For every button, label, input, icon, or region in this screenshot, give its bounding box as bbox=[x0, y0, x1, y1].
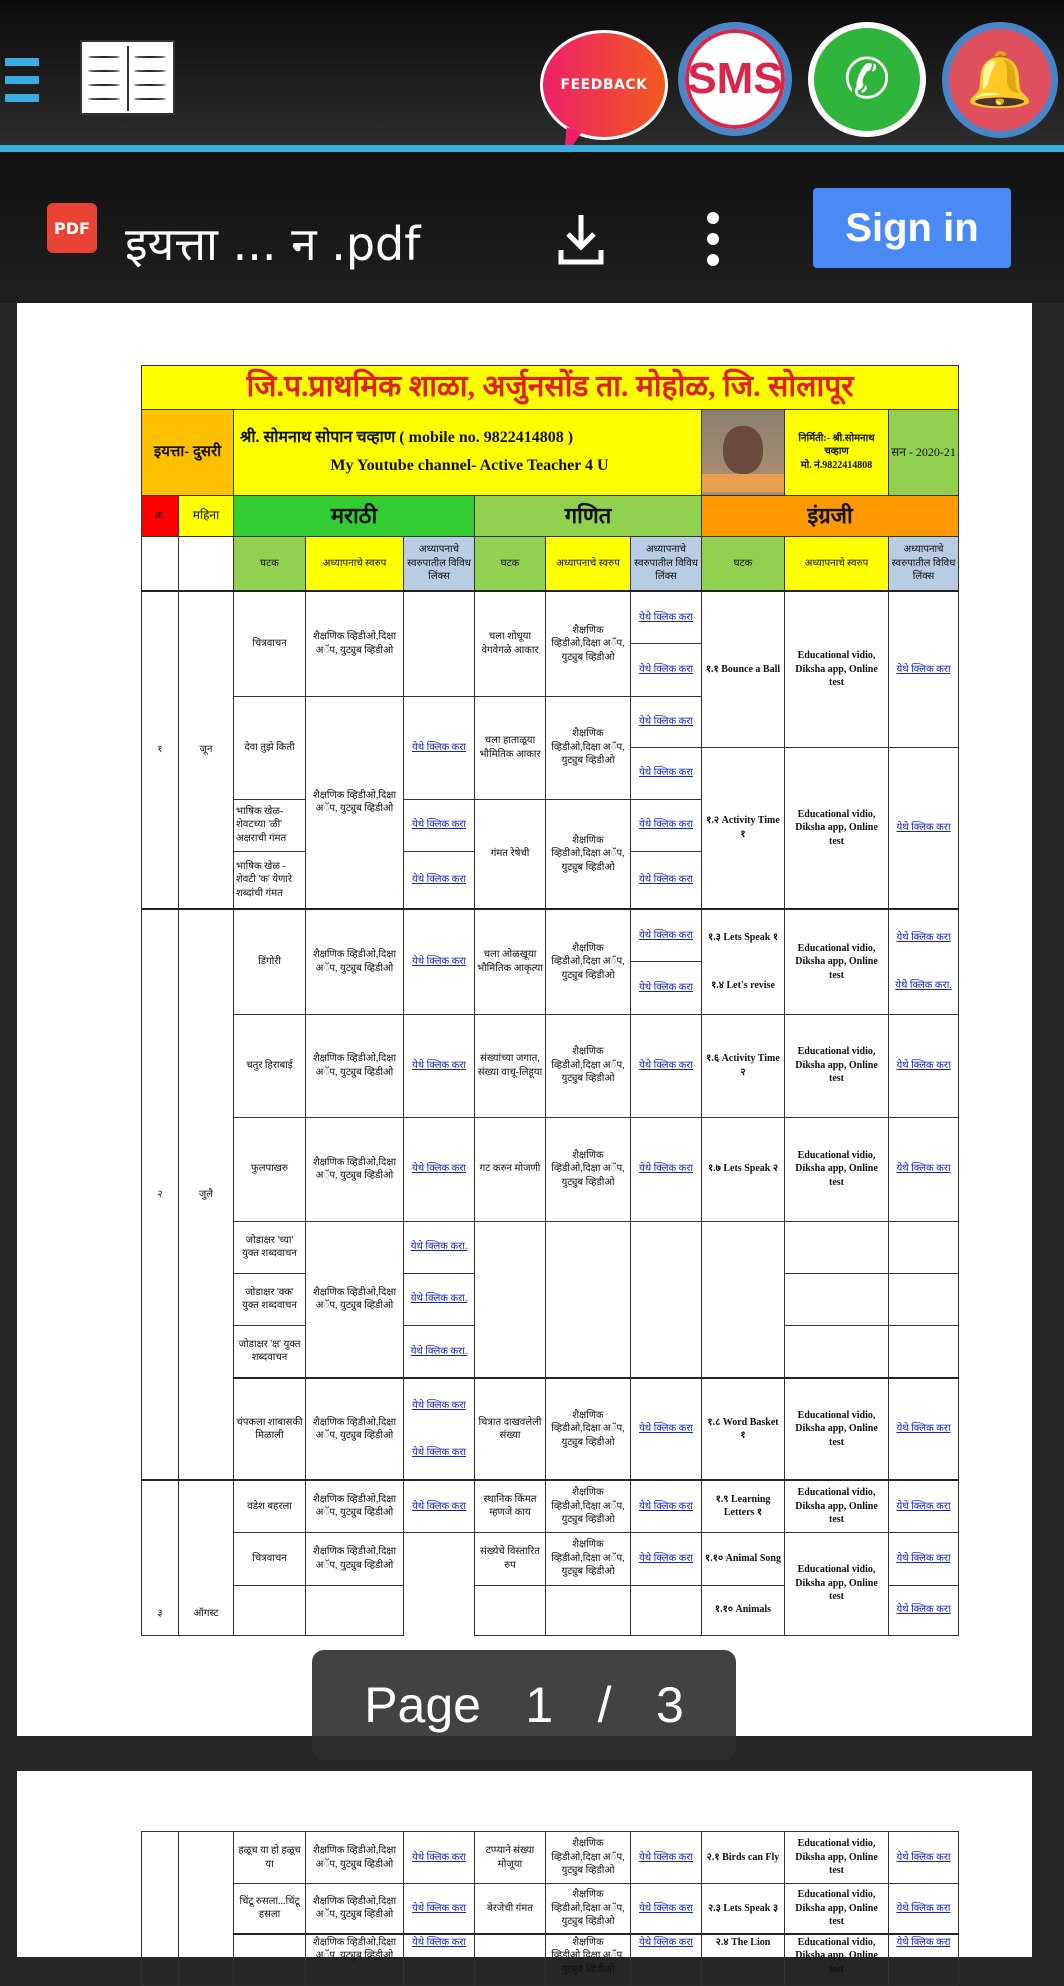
ganit-topic: संख्येचे विस्तारित रुप bbox=[475, 1532, 546, 1585]
col-format: अध्यापनाचे स्वरुप bbox=[546, 536, 631, 591]
english-format: Educational vidio, Diksha app, Online test bbox=[785, 1480, 889, 1532]
english-link[interactable]: येथे क्लिक करा bbox=[896, 1552, 951, 1564]
sr-cell: २ bbox=[142, 909, 179, 1480]
ganit-link[interactable]: येथे क्लिक करा bbox=[638, 981, 694, 993]
page-label: Page bbox=[364, 1677, 481, 1733]
sms-button[interactable] bbox=[678, 22, 792, 136]
marathi-link[interactable]: येथे क्लिक करा. bbox=[410, 1293, 468, 1305]
month-cell: ऑगस्ट bbox=[179, 1480, 234, 1635]
empty-cell bbox=[475, 1585, 546, 1635]
ganit-link[interactable]: येथे क्लिक करा bbox=[638, 1552, 694, 1564]
empty-cell bbox=[142, 536, 179, 591]
english-format: Educational vidio, Diksha app, Online test bbox=[785, 1532, 889, 1635]
ganit-link[interactable]: येथे क्लिक करा bbox=[638, 1936, 694, 1948]
current-page: 1 bbox=[525, 1677, 554, 1733]
ganit-format: शैक्षणिक व्हिडीओ,दिक्षा अॅप, युट्युब व्हिडीओ bbox=[546, 696, 631, 799]
academic-year: सन - 2020-21 bbox=[889, 409, 959, 495]
english-topic: २.४ The Lion bbox=[702, 1934, 785, 1986]
ganit-link[interactable]: येथे क्लिक करा bbox=[638, 1902, 694, 1914]
teacher-info bbox=[234, 409, 702, 495]
english-format: Educational vidio, Diksha app, Online test bbox=[785, 591, 889, 747]
total-pages: 3 bbox=[655, 1677, 684, 1733]
empty-cell bbox=[702, 1221, 785, 1378]
marathi-topic: हळूच या हो हळूच या bbox=[234, 1832, 306, 1884]
month-header: महिना bbox=[179, 495, 234, 536]
ganit-topic: संख्यांच्या जगात, संख्या वाचू-लिहूया bbox=[475, 1014, 546, 1117]
ganit-format: शैक्षणिक व्हिडीओ,दिक्षा अॅप, युट्युब व्हिडीओ bbox=[546, 1014, 631, 1117]
creator-name: निर्मिती:- श्री.सोमनाथ चव्हाण bbox=[798, 432, 875, 458]
subject-ganit: गणित bbox=[475, 495, 702, 536]
marathi-topic: जोडाक्षर 'च्या' युक्त शब्दवाचन bbox=[234, 1221, 306, 1273]
ganit-format: शैक्षणिक व्हिडीओ,दिक्षा अॅप, युट्युब व्हिडीओ bbox=[546, 1117, 631, 1221]
marathi-topic: चतुर हिराबाई bbox=[234, 1014, 306, 1117]
english-link[interactable]: येथे क्लिक करा bbox=[896, 1902, 951, 1914]
ganit-link[interactable]: येथे क्लिक करा bbox=[638, 611, 694, 623]
english-topic: १.७ Lets Speak २ bbox=[702, 1117, 785, 1221]
empty-cell bbox=[889, 1273, 959, 1325]
marathi-link[interactable]: येथे क्लिक करा bbox=[411, 1163, 467, 1175]
marathi-link[interactable]: येथे क्लिक करा bbox=[411, 1399, 467, 1411]
english-topic bbox=[702, 909, 785, 1014]
empty-cell bbox=[142, 1832, 179, 1986]
empty-cell bbox=[179, 536, 234, 591]
english-topic: १.६ Activity Time २ bbox=[702, 1014, 785, 1117]
syllabus-table bbox=[141, 365, 959, 1636]
empty-cell bbox=[306, 1585, 404, 1635]
whatsapp-icon[interactable]: ✆ bbox=[808, 22, 926, 137]
marathi-topic: जोडाक्षर 'क्क' युक्त शब्दवाचन bbox=[234, 1273, 306, 1325]
english-link[interactable]: येथे क्लिक करा bbox=[896, 663, 951, 675]
ganit-topic: चला शोधूया वेगवेगळे आकार bbox=[475, 591, 546, 696]
english-format: Educational vidio, Diksha app, Online test bbox=[785, 1934, 889, 1986]
marathi-topic: देवा तुझे किती bbox=[234, 696, 306, 799]
empty-cell bbox=[785, 1221, 889, 1273]
col-links: अध्यापनाचे स्वरुपातील विविध लिंक्स bbox=[889, 536, 959, 591]
file-name: इयत्ता ... न .pdf bbox=[125, 217, 421, 271]
ganit-link[interactable]: येथे क्लिक करा bbox=[638, 1851, 694, 1863]
pdf-file-icon bbox=[47, 203, 97, 253]
school-title: जि.प.प्राथमिक शाळा, अर्जुनसोंड ता. मोहोळ, जि. सोलापूर bbox=[142, 366, 959, 410]
ganit-topic: चला हाताळूया भौमितिक आकार bbox=[475, 696, 546, 799]
ganit-link[interactable]: येथे क्लिक करा bbox=[638, 1500, 694, 1512]
english-format: Educational vidio, Diksha app, Online test bbox=[785, 1832, 889, 1884]
ganit-format: शैक्षणिक व्हिडीओ,दिक्षा अॅप, युट्युब व्हिडीओ bbox=[546, 799, 631, 909]
marathi-format: शैक्षणिक व्हिडीओ,दिक्षा अॅप, युट्युब व्हिडीओ bbox=[306, 1117, 404, 1221]
marathi-format: शैक्षणिक व्हिडीओ,दिक्षा अॅप, युट्युब व्हिडीओ bbox=[306, 1378, 404, 1480]
ganit-format: शैक्षणिक व्हिडीओ,दिक्षा अॅप, युट्युब व्हिडीओ bbox=[546, 1532, 631, 1585]
syllabus-table-continued bbox=[141, 1831, 959, 1986]
col-format: अध्यापनाचे स्वरुप bbox=[785, 536, 889, 591]
empty-cell bbox=[475, 1221, 546, 1378]
bell-icon[interactable]: 🔔 bbox=[942, 22, 1058, 138]
ganit-topic: चित्रात दाखवलेली संख्या bbox=[475, 1378, 546, 1480]
feedback-label: FEEDBACK bbox=[560, 77, 648, 93]
marathi-topic: वडेश बहरला bbox=[234, 1480, 306, 1532]
ganit-link[interactable]: येथे क्लिक करा bbox=[638, 874, 694, 885]
marathi-format: शैक्षणिक व्हिडीओ,दिक्षा अॅप, युट्युब व्हिडीओ bbox=[306, 696, 404, 909]
ganit-link[interactable]: येथे क्लिक करा bbox=[638, 1059, 694, 1071]
empty-cell bbox=[404, 591, 475, 696]
teacher-photo bbox=[702, 409, 785, 495]
sms-label: SMS bbox=[687, 54, 783, 103]
marathi-format: शैक्षणिक व्हिडीओ,दिक्षा अॅप, युट्युब व्हिडीओ bbox=[306, 591, 404, 696]
english-topic: १.९ Learning Letters १ bbox=[702, 1480, 785, 1532]
ganit-link[interactable]: येथे क्लिक करा bbox=[638, 819, 694, 831]
marathi-topic: भाषिक खेळ - शेवटी 'क' येणारे शब्दांची गंमत bbox=[234, 851, 306, 909]
english-topic: १.१० Animals bbox=[702, 1585, 785, 1635]
download-icon[interactable] bbox=[556, 212, 606, 267]
youtube-channel: My Youtube channel- Active Teacher 4 U bbox=[330, 457, 609, 474]
month-cell: जून bbox=[179, 591, 234, 909]
empty-cell bbox=[631, 1221, 702, 1378]
marathi-link[interactable]: येथे क्लिक करा. bbox=[410, 1241, 468, 1253]
subject-marathi: मराठी bbox=[234, 495, 475, 536]
marathi-topic: डिंगोरी bbox=[234, 909, 306, 1014]
empty-cell bbox=[889, 1325, 959, 1378]
ganit-topic: स्थानिक किंमत म्हणजे काय bbox=[475, 1480, 546, 1532]
ganit-topic: टप्प्याने संख्या मोजूया bbox=[475, 1832, 546, 1884]
book-logo-icon bbox=[80, 40, 175, 115]
empty-cell bbox=[475, 1934, 546, 1986]
english-link[interactable]: येथे क्लिक करा bbox=[896, 932, 951, 944]
marathi-topic: चित्रवाचन bbox=[234, 1532, 306, 1585]
empty-cell bbox=[785, 1273, 889, 1325]
marathi-link[interactable]: येथे क्लिक करा bbox=[411, 1500, 467, 1512]
empty-cell bbox=[234, 1585, 306, 1635]
marathi-link[interactable]: येथे क्लिक करा bbox=[411, 1851, 467, 1863]
sign-in-button[interactable]: Sign in bbox=[813, 188, 1011, 268]
col-format: अध्यापनाचे स्वरुप bbox=[306, 536, 404, 591]
app-bar bbox=[0, 0, 1064, 145]
marathi-topic: जोडाक्षर 'क्ष' युक्त शब्दवाचन bbox=[234, 1325, 306, 1378]
english-topic: १.१ Bounce a Ball bbox=[702, 591, 785, 747]
marathi-topic: चंपकला शाबासकी मिळाली bbox=[234, 1378, 306, 1480]
sr-header: क्र. bbox=[142, 495, 179, 536]
empty-cell bbox=[546, 1585, 631, 1635]
empty-cell bbox=[234, 1934, 306, 1986]
marathi-format: शैक्षणिक व्हिडीओ,दिक्षा अॅप, युट्युब व्हिडीओ bbox=[306, 1532, 404, 1585]
page-indicator bbox=[312, 1650, 736, 1760]
english-topic: २.३ Lets Speak ३ bbox=[702, 1884, 785, 1934]
ganit-topic: बेरजेची गंमत bbox=[475, 1884, 546, 1934]
menu-icon[interactable] bbox=[5, 58, 39, 112]
marathi-link[interactable]: येथे क्लिक करा bbox=[411, 741, 467, 753]
empty-cell bbox=[785, 1325, 889, 1378]
empty-cell bbox=[404, 1532, 475, 1635]
marathi-link[interactable]: येथे क्लिक करा bbox=[411, 1936, 467, 1948]
ganit-link[interactable]: येथे क्लिक करा bbox=[638, 663, 694, 675]
english-format: Educational vidio, Diksha app, Online test bbox=[785, 1117, 889, 1221]
ganit-link[interactable]: येथे क्लिक करा bbox=[638, 767, 694, 779]
marathi-format: शैक्षणिक व्हिडीओ,दिक्षा अॅप, युट्युब व्हिडीओ bbox=[306, 1221, 404, 1378]
pdf-page-1 bbox=[17, 303, 1032, 1736]
english-link[interactable]: येथे क्लिक करा bbox=[896, 1604, 951, 1616]
english-link[interactable]: येथे क्लिक करा bbox=[896, 822, 951, 833]
ganit-link[interactable]: येथे क्लिक करा bbox=[638, 715, 694, 727]
more-options-icon[interactable] bbox=[700, 212, 726, 267]
page-separator: / bbox=[597, 1677, 612, 1733]
creator-phone: मो. नं.9822414808 bbox=[800, 459, 873, 471]
marathi-topic: चिंटू रुसला...चिंटू हसला bbox=[234, 1884, 306, 1934]
ganit-format: शैक्षणिक व्हिडीओ,दिक्षा अॅप, युट्युब व्हिडीओ bbox=[546, 591, 631, 696]
ganit-topic: गंमत रेषेची bbox=[475, 799, 546, 909]
english-format: Educational vidio, Diksha app, Online test bbox=[785, 1884, 889, 1934]
ganit-link[interactable]: येथे क्लिक करा bbox=[638, 929, 694, 941]
english-topic: १.२ Activity Time १ bbox=[702, 747, 785, 909]
creator-info bbox=[785, 409, 889, 495]
subject-english: इंग्रजी bbox=[702, 495, 959, 536]
teacher-name: श्री. सोमनाथ सोपान चव्हाण ( mobile no. 9822414808 ) bbox=[240, 429, 574, 447]
pdf-page-2 bbox=[17, 1771, 1032, 1975]
marathi-link[interactable]: येथे क्लिक करा bbox=[411, 1059, 467, 1071]
col-ghatak: घटक bbox=[234, 536, 306, 591]
english-link[interactable]: येथे क्लिक करा bbox=[896, 1163, 951, 1175]
marathi-topic: भाषिक खेळ- शेवटच्या 'ळी' अक्षराची गंमत bbox=[234, 799, 306, 851]
marathi-format: शैक्षणिक व्हिडीओ,दिक्षा अॅप, युट्युब व्हिडीओ bbox=[306, 1014, 404, 1117]
empty-cell bbox=[179, 1832, 234, 1986]
col-links: अध्यापनाचे स्वरुपातील विविध लिंक्स bbox=[631, 536, 702, 591]
col-ghatak: घटक bbox=[475, 536, 546, 591]
ganit-format: शैक्षणिक व्हिडीओ,दिक्षा अॅप, युट्युब व्हिडीओ bbox=[546, 1934, 631, 1986]
divider bbox=[0, 145, 1064, 152]
english-format: Educational vidio, Diksha app, Online test bbox=[785, 747, 889, 909]
english-topic-2: १.४ Let's revise bbox=[711, 979, 775, 991]
marathi-link[interactable]: येथे क्लिक करा bbox=[411, 874, 467, 885]
ganit-topic: चला ओळखूया भौमितिक आकृत्या bbox=[475, 909, 546, 1014]
ganit-format: शैक्षणिक व्हिडीओ,दिक्षा अॅप, युट्युब व्हिडीओ bbox=[546, 1832, 631, 1884]
english-link[interactable]: येथे क्लिक करा bbox=[896, 1500, 951, 1512]
sr-cell: १ bbox=[142, 591, 179, 909]
col-links: अध्यापनाचे स्वरुपातील विविध लिंक्स bbox=[404, 536, 475, 591]
english-topic: १.८ Word Basket १ bbox=[702, 1378, 785, 1480]
feedback-button[interactable] bbox=[540, 30, 668, 140]
ganit-link[interactable]: येथे क्लिक करा bbox=[638, 1423, 694, 1435]
english-link[interactable]: येथे क्लिक करा bbox=[896, 1423, 951, 1435]
english-topic: २.१ Birds can Fly bbox=[702, 1832, 785, 1884]
english-link[interactable]: येथे क्लिक करा bbox=[896, 1936, 951, 1948]
ganit-format: शैक्षणिक व्हिडीओ,दिक्षा अॅप, युट्युब व्हिडीओ bbox=[546, 909, 631, 1014]
marathi-format: शैक्षणिक व्हिडीओ,दिक्षा अॅप, युट्युब व्हिडीओ bbox=[306, 1480, 404, 1532]
ganit-format: शैक्षणिक व्हिडीओ,दिक्षा अॅप, युट्युब व्हिडीओ bbox=[546, 1378, 631, 1480]
pdf-badge: PDF bbox=[54, 218, 90, 238]
marathi-topic: फुलपाखरु bbox=[234, 1117, 306, 1221]
month-cell: जुलै bbox=[179, 909, 234, 1480]
marathi-link[interactable]: येथे क्लिक करा. bbox=[410, 1345, 468, 1357]
ganit-link[interactable]: येथे क्लिक करा bbox=[638, 1163, 694, 1175]
empty-cell bbox=[889, 1221, 959, 1273]
ganit-topic: गट करुन मोजणी bbox=[475, 1117, 546, 1221]
marathi-format: शैक्षणिक व्हिडीओ,दिक्षा अॅप, युट्युब व्हिडीओ bbox=[306, 1934, 404, 1986]
empty-cell bbox=[631, 1585, 702, 1635]
marathi-link[interactable]: येथे क्लिक करा bbox=[411, 956, 467, 967]
marathi-link[interactable]: येथे क्लिक करा bbox=[411, 1447, 467, 1458]
marathi-link[interactable]: येथे क्लिक करा bbox=[411, 819, 467, 831]
sr-cell: ३ bbox=[142, 1480, 179, 1635]
class-label: इयत्ता- दुसरी bbox=[142, 409, 234, 495]
marathi-format: शैक्षणिक व्हिडीओ,दिक्षा अॅप, युट्युब व्हिडीओ bbox=[306, 1884, 404, 1934]
english-link[interactable]: येथे क्लिक करा. bbox=[895, 979, 952, 991]
english-format: Educational vidio, Diksha app, Online test bbox=[785, 1014, 889, 1117]
marathi-format: शैक्षणिक व्हिडीओ,दिक्षा अॅप, युट्युब व्हिडीओ bbox=[306, 1832, 404, 1884]
english-topic: १.१० Animal Song bbox=[702, 1532, 785, 1585]
col-ghatak: घटक bbox=[702, 536, 785, 591]
marathi-topic: चित्रवाचन bbox=[234, 591, 306, 696]
english-link[interactable]: येथे क्लिक करा bbox=[896, 1059, 951, 1071]
english-topic-1: १.३ Lets Speak १ bbox=[707, 932, 779, 944]
marathi-link[interactable]: येथे क्लिक करा bbox=[411, 1902, 467, 1914]
marathi-format: शैक्षणिक व्हिडीओ,दिक्षा अॅप, युट्युब व्हिडीओ bbox=[306, 909, 404, 1014]
english-link[interactable]: येथे क्लिक करा bbox=[896, 1851, 951, 1863]
english-format: Educational vidio, Diksha app, Online test bbox=[785, 909, 889, 1014]
english-format: Educational vidio, Diksha app, Online test bbox=[785, 1378, 889, 1480]
ganit-format: शैक्षणिक व्हिडीओ,दिक्षा अॅप, युट्युब व्हिडीओ bbox=[546, 1884, 631, 1934]
ganit-format: शैक्षणिक व्हिडीओ,दिक्षा अॅप, युट्युब व्हिडीओ bbox=[546, 1480, 631, 1532]
empty-cell bbox=[546, 1221, 631, 1378]
